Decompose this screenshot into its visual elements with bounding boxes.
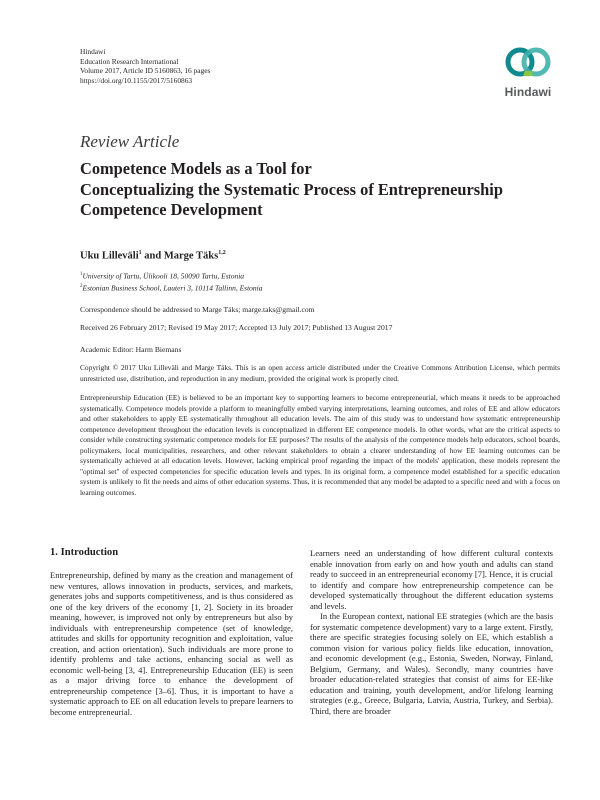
author-list <box>80 250 226 262</box>
author-conjunction: and <box>141 250 164 262</box>
correspondence-line: Correspondence should be addressed to Marge Täks; marge.taks@gmail.com <box>80 305 315 314</box>
volume-line: Volume 2017, Article ID 5160863, 16 pages <box>80 66 211 76</box>
affiliation-mark: 2 <box>80 284 83 289</box>
title-line-2: Conceptualizing the Systematic Process of Entrepreneurship <box>80 179 503 199</box>
copyright-notice: Copyright © 2017 Uku Lilleväli and Marge Täks. This is an open access article distributed under the Creative Commons Attribution License, which permits unrestricted use, distribution, and reproduction in any medium, provided the original work is properly cited. <box>80 363 560 383</box>
doi-link[interactable]: https://doi.org/10.1155/2017/5160863 <box>80 75 193 85</box>
hindawi-logo-text: Hindawi <box>504 85 552 99</box>
author-affiliation-mark: 1 <box>138 250 142 256</box>
author-name[interactable]: Uku Lilleväli <box>80 250 139 262</box>
journal-header <box>80 47 210 85</box>
author-affiliation-mark: 1,2 <box>218 250 226 256</box>
affiliation-mark: 1 <box>80 272 83 277</box>
article-title <box>80 159 560 221</box>
publisher-name: Hindawi <box>80 47 106 56</box>
article-type: Review Article <box>80 132 180 151</box>
affiliation-item <box>80 282 263 294</box>
title-line-3: Competence Development <box>80 200 263 219</box>
body-column-left <box>50 570 293 717</box>
affiliations <box>80 270 263 294</box>
affiliation-item <box>80 270 263 282</box>
paragraph: Learners need an understanding of how different cultural contexts enable innovation from early on and how youth and adults can stand ready to succeed in an entrepreneurial economy [7]. Hence, it is crucial to identify and compare how entrepreneurship competence can be developed systematically throughout the different education systems and levels. <box>310 548 553 611</box>
affiliation-text: Estonian Business School, Lauteri 3, 10114 Tallinn, Estonia <box>82 283 263 293</box>
hindawi-logo-icon <box>502 42 554 88</box>
author-name[interactable]: Marge Täks <box>163 250 219 262</box>
body-column-right <box>310 548 553 716</box>
dates-line: Received 26 February 2017; Revised 19 May 2017; Accepted 13 July 2017; Published 13 August 2017 <box>80 323 393 332</box>
section-heading: 1. Introduction <box>50 547 119 558</box>
title-line-1: Competence Models as a Tool for <box>80 159 312 178</box>
affiliation-text: University of Tartu, Ülikooli 18, 50090 Tartu, Estonia <box>82 271 245 281</box>
abstract: Entrepreneurship Education (EE) is believed to be an important key to supporting learners to become entrepreneurial, which means it needs to be approached systematically. Competence models provide a platform to meaningfully embed varying interpretations, learning outcomes, and roles of EE and allow educators and other stakeholders to apply EE systematically throughout all education levels. The aim of this study was to understand how systematic entrepreneurship competence development throughout the education levels is conceptualized in different EE competence models. In other words, what are the critical aspects to consider while constructing systematic competence models for EE purposes? The results of the analysis of the competence models help educators, school boards, policymakers, local municipalities, researchers, and other relevant stakeholders to obtain a clearer understanding of how EE learning outcomes can be systematically achieved at all education levels. However, lacking empirical proof regarding the impact of the models' application, these models represent the "optimal set" of expected competencies for specific education levels and types. In its original form, a competence model established for a specific education system is unlikely to fit the needs and aims of other education systems. Thus, it is recommended that any model be adapted to a specific need and with a focus on learning outcomes. <box>80 393 560 497</box>
academic-editor: Academic Editor: Harm Biemans <box>80 345 182 354</box>
paragraph: Entrepreneurship, defined by many as the creation and management of new ventures, allows innovation in products, services, and markets, generates jobs and supports competitiveness, and is thus considered as one of the key drivers of the economy [1, 2]. Society in its broader meaning, however, is improved not only by entrepreneurs but also by individuals with entrepreneurship competence (set of knowledge, attitudes and skills for opportunity recognition and exploitation, value creation, and action orientation). Such individuals are more prone to identify problems and take actions, enhancing social as well as economic well-being [3, 4]. Entrepreneurship Education (EE) is seen as a major driving force to enhance the development of entrepreneurship competence [3–6]. Thus, it is important to have a systematic approach to EE on all education levels to prepare learners to become entrepreneurial. <box>50 570 293 717</box>
paragraph: In the European context, national EE strategies (which are the basis for systematic competence development) vary to a large extent. Firstly, there are specific strategies focusing solely on EE, which establish a common vision for various policy fields like education, innovation, and economic development (e.g., Estonia, Sweden, Norway, Finland, Belgium, Germany, and Wales). Secondly, many countries have broader education-related strategies that consist of aims for EE-like education and training, youth development, and/or lifelong learning strategies (e.g., Greece, Bulgaria, Latvia, Austria, Turkey, and Serbia). Third, there are broader <box>310 611 553 716</box>
hindawi-logo <box>496 42 560 108</box>
journal-name: Education Research International <box>80 56 179 66</box>
